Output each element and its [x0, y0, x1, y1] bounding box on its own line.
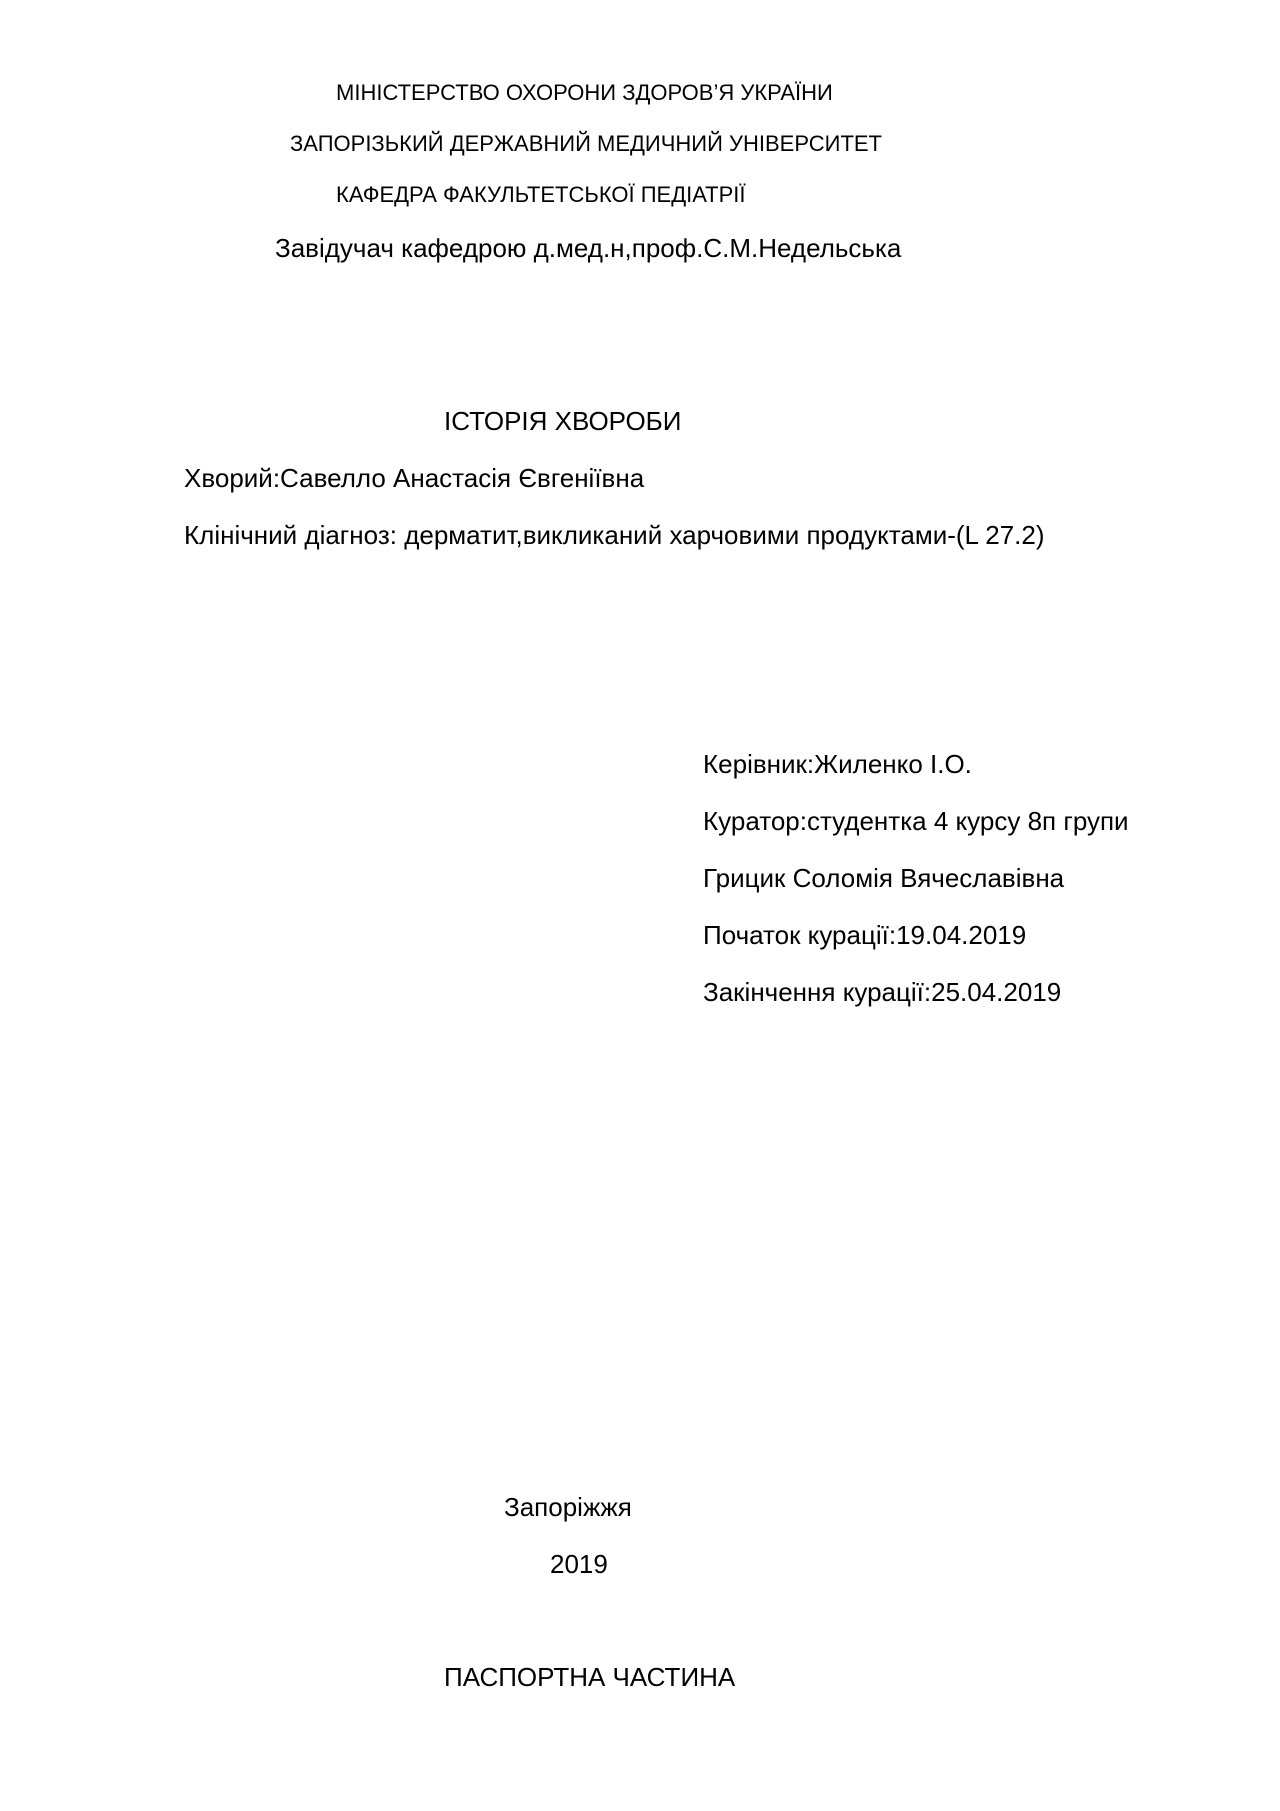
- department-heading: КАФЕДРА ФАКУЛЬТЕТСЬКОЇ ПЕДІАТРІЇ: [336, 182, 746, 207]
- curation-end-line: Закінчення курації:25.04.2019: [703, 977, 1062, 1007]
- document-title: ІСТОРІЯ ХВОРОБИ: [444, 406, 682, 436]
- department-head: Завідучач кафедрою д.мед.н,проф.С.М.Недельська: [275, 233, 902, 263]
- patient-line: Хворий:Савелло Анастасія Євгеніївна: [184, 463, 645, 493]
- curation-start-line: Початок курації:19.04.2019: [703, 920, 1027, 950]
- year-line: 2019: [550, 1549, 608, 1579]
- curator-name-line: Грицик Соломія Вячеславівна: [703, 863, 1065, 893]
- city-line: Запоріжжя: [504, 1492, 632, 1522]
- section-title: ПАСПОРТНА ЧАСТИНА: [444, 1662, 736, 1692]
- diagnosis-line: Клінічний діагноз: дерматит,викликаний харчовими продуктами-(L 27.2): [184, 520, 1045, 550]
- curator-line: Куратор:студентка 4 курсу 8п групи: [703, 806, 1129, 836]
- university-heading: ЗАПОРІЗЬКИЙ ДЕРЖАВНИЙ МЕДИЧНИЙ УНІВЕРСИТЕТ: [290, 131, 882, 156]
- supervisor-line: Керівник:Жиленко І.О.: [703, 749, 972, 779]
- ministry-heading: МІНІСТЕРСТВО ОХОРОНИ ЗДОРОВ’Я УКРАЇНИ: [336, 80, 833, 105]
